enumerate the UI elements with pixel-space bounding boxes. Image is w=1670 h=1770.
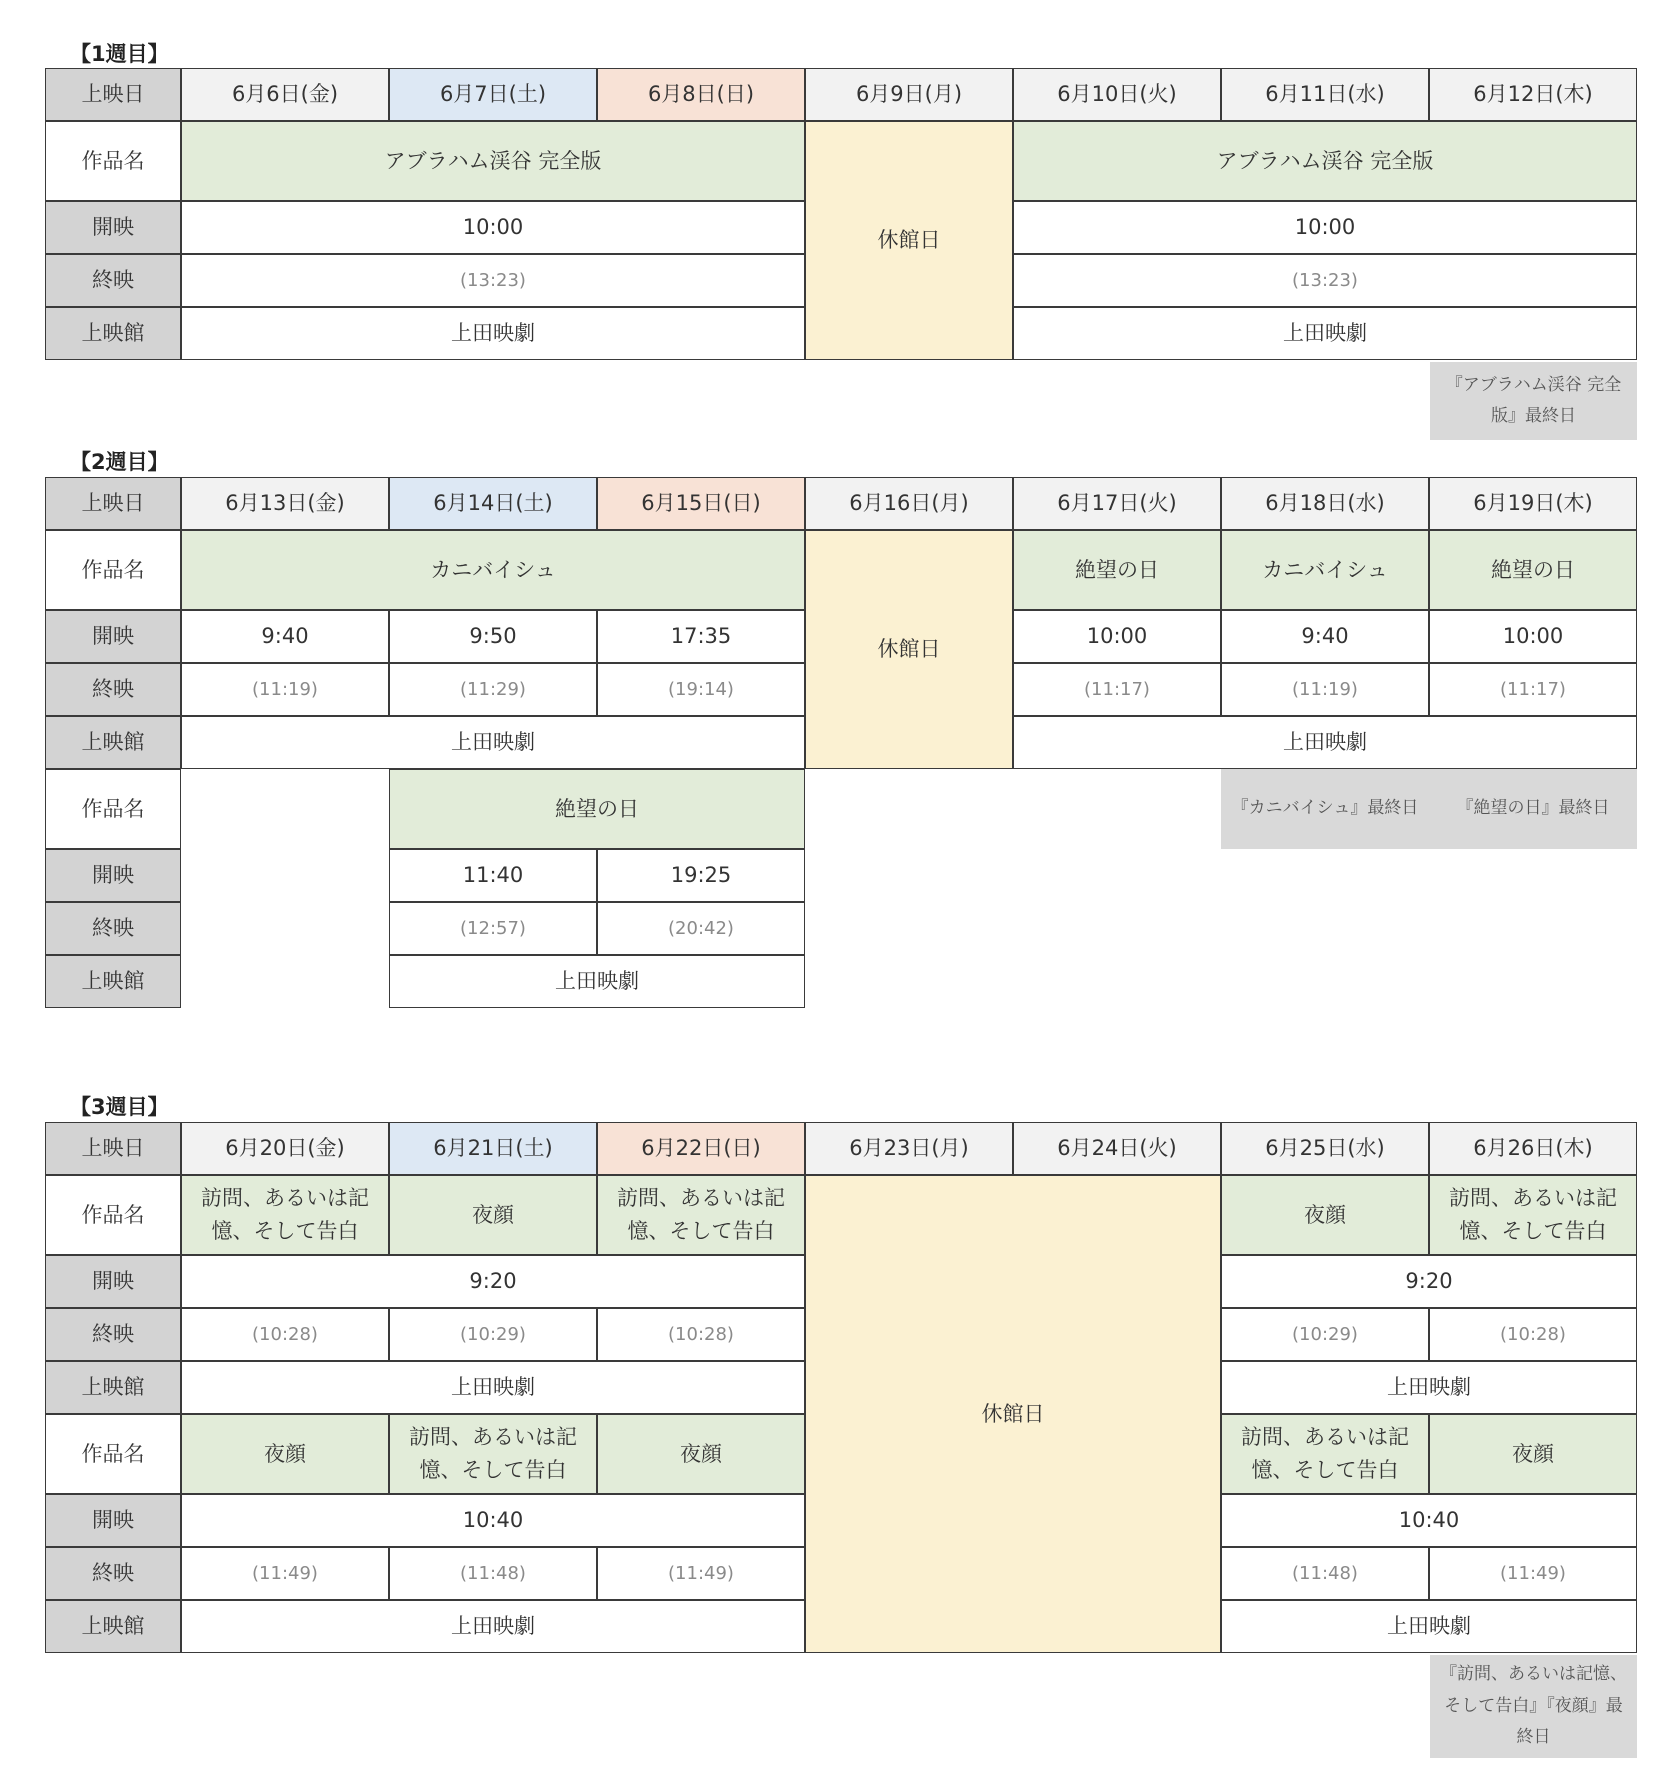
start-time-cell: 9:40 <box>1221 610 1429 663</box>
end-time-cell: (11:49) <box>1429 1547 1637 1600</box>
film-title-cell: 絶望の日 <box>1013 530 1221 610</box>
row-label-start: 開映 <box>45 849 181 902</box>
row-label-end: 終映 <box>45 1308 181 1361</box>
film-title-cell: 訪問、あるいは記憶、そして告白 <box>597 1175 805 1255</box>
venue-cell: 上田映劇 <box>181 307 805 360</box>
date-header: 6月16日(月) <box>805 477 1013 530</box>
closed-day-cell: 休館日 <box>805 121 1013 360</box>
row-label-film: 作品名 <box>45 1414 181 1494</box>
venue-cell: 上田映劇 <box>1221 1361 1637 1414</box>
film-title-cell: 訪問、あるいは記憶、そして告白 <box>181 1175 389 1255</box>
end-time-cell: (11:19) <box>181 663 389 716</box>
film-title-cell: 訪問、あるいは記憶、そして告白 <box>1221 1414 1429 1494</box>
start-time-cell: 9:40 <box>181 610 389 663</box>
row-label-start: 開映 <box>45 1255 181 1308</box>
row-label-venue: 上映館 <box>45 1361 181 1414</box>
film-title-cell: 夜顔 <box>1429 1414 1637 1494</box>
start-time-cell: 10:00 <box>1013 610 1221 663</box>
film-title-cell: 訪問、あるいは記憶、そして告白 <box>389 1414 597 1494</box>
start-time-cell: 19:25 <box>597 849 805 902</box>
date-header: 6月11日(水) <box>1221 68 1429 121</box>
end-time-cell: (10:29) <box>389 1308 597 1361</box>
film-title-cell: カニバイシュ <box>181 530 805 610</box>
film-title-cell: 絶望の日 <box>1429 530 1637 610</box>
row-label-venue: 上映館 <box>45 1600 181 1653</box>
end-time-cell: (11:17) <box>1013 663 1221 716</box>
venue-cell: 上田映劇 <box>389 955 805 1008</box>
row-label-end: 終映 <box>45 663 181 716</box>
end-time-cell: (11:29) <box>389 663 597 716</box>
end-time-cell: (11:17) <box>1429 663 1637 716</box>
date-header: 6月10日(火) <box>1013 68 1221 121</box>
end-time-cell: (10:28) <box>597 1308 805 1361</box>
row-label-film: 作品名 <box>45 121 181 201</box>
end-time-cell: (20:42) <box>597 902 805 955</box>
date-header: 6月9日(月) <box>805 68 1013 121</box>
row-label-start: 開映 <box>45 1494 181 1547</box>
row-label-end: 終映 <box>45 902 181 955</box>
film-title-cell: 夜顔 <box>597 1414 805 1494</box>
end-time-cell: (11:49) <box>597 1547 805 1600</box>
end-time-cell: (10:28) <box>181 1308 389 1361</box>
row-label-film: 作品名 <box>45 530 181 610</box>
start-time-cell: 9:50 <box>389 610 597 663</box>
closed-day-cell: 休館日 <box>805 1175 1221 1653</box>
date-header: 6月13日(金) <box>181 477 389 530</box>
end-time-cell: (13:23) <box>1013 254 1637 307</box>
closed-day-cell: 休館日 <box>805 530 1013 769</box>
last-day-note: 『絶望の日』最終日 <box>1429 769 1637 849</box>
week3-title: 【3週目】 <box>70 1095 169 1119</box>
film-title-cell: 夜顔 <box>181 1414 389 1494</box>
date-header: 6月20日(金) <box>181 1122 389 1175</box>
venue-cell: 上田映劇 <box>181 1361 805 1414</box>
end-time-cell: (19:14) <box>597 663 805 716</box>
end-time-cell: (12:57) <box>389 902 597 955</box>
date-header-sunday: 6月8日(日) <box>597 68 805 121</box>
date-header: 6月17日(火) <box>1013 477 1221 530</box>
row-label-date: 上映日 <box>45 1122 181 1175</box>
date-header: 6月25日(水) <box>1221 1122 1429 1175</box>
last-day-note: 『訪問、あるいは記憶、そして告白』『夜顔』最終日 <box>1430 1655 1637 1758</box>
start-time-cell: 17:35 <box>597 610 805 663</box>
end-time-cell: (10:29) <box>1221 1308 1429 1361</box>
venue-cell: 上田映劇 <box>1013 716 1637 769</box>
date-header: 6月26日(木) <box>1429 1122 1637 1175</box>
date-header-saturday: 6月21日(土) <box>389 1122 597 1175</box>
row-label-date: 上映日 <box>45 477 181 530</box>
film-title-cell: 訪問、あるいは記憶、そして告白 <box>1429 1175 1637 1255</box>
start-time-cell: 10:40 <box>181 1494 805 1547</box>
film-title-cell: 絶望の日 <box>389 769 805 849</box>
date-header: 6月23日(月) <box>805 1122 1013 1175</box>
end-time-cell: (11:48) <box>389 1547 597 1600</box>
row-label-venue: 上映館 <box>45 955 181 1008</box>
row-label-start: 開映 <box>45 201 181 254</box>
end-time-cell: (11:49) <box>181 1547 389 1600</box>
date-header: 6月24日(火) <box>1013 1122 1221 1175</box>
start-time-cell: 9:20 <box>181 1255 805 1308</box>
venue-cell: 上田映劇 <box>1013 307 1637 360</box>
film-title-cell: アブラハム渓谷 完全版 <box>181 121 805 201</box>
start-time-cell: 10:00 <box>1429 610 1637 663</box>
start-time-cell: 9:20 <box>1221 1255 1637 1308</box>
film-title-cell: 夜顔 <box>1221 1175 1429 1255</box>
row-label-film: 作品名 <box>45 769 181 849</box>
last-day-note: 『アブラハム渓谷 完全版』最終日 <box>1430 362 1637 440</box>
date-header-sunday: 6月22日(日) <box>597 1122 805 1175</box>
end-time-cell: (11:19) <box>1221 663 1429 716</box>
week2-title: 【2週目】 <box>70 450 169 474</box>
venue-cell: 上田映劇 <box>181 1600 805 1653</box>
start-time-cell: 11:40 <box>389 849 597 902</box>
date-header-saturday: 6月7日(土) <box>389 68 597 121</box>
date-header-saturday: 6月14日(土) <box>389 477 597 530</box>
row-label-venue: 上映館 <box>45 307 181 360</box>
film-title-cell: アブラハム渓谷 完全版 <box>1013 121 1637 201</box>
start-time-cell: 10:00 <box>1013 201 1637 254</box>
row-label-end: 終映 <box>45 1547 181 1600</box>
row-label-date: 上映日 <box>45 68 181 121</box>
row-label-end: 終映 <box>45 254 181 307</box>
date-header: 6月6日(金) <box>181 68 389 121</box>
end-time-cell: (11:48) <box>1221 1547 1429 1600</box>
film-title-cell: カニバイシュ <box>1221 530 1429 610</box>
end-time-cell: (10:28) <box>1429 1308 1637 1361</box>
row-label-film: 作品名 <box>45 1175 181 1255</box>
start-time-cell: 10:40 <box>1221 1494 1637 1547</box>
date-header-sunday: 6月15日(日) <box>597 477 805 530</box>
venue-cell: 上田映劇 <box>181 716 805 769</box>
row-label-start: 開映 <box>45 610 181 663</box>
venue-cell: 上田映劇 <box>1221 1600 1637 1653</box>
date-header: 6月12日(木) <box>1429 68 1637 121</box>
row-label-venue: 上映館 <box>45 716 181 769</box>
date-header: 6月19日(木) <box>1429 477 1637 530</box>
week1-title: 【1週目】 <box>70 42 169 66</box>
date-header: 6月18日(水) <box>1221 477 1429 530</box>
film-title-cell: 夜顔 <box>389 1175 597 1255</box>
last-day-note: 『カニバイシュ』最終日 <box>1221 769 1429 849</box>
start-time-cell: 10:00 <box>181 201 805 254</box>
end-time-cell: (13:23) <box>181 254 805 307</box>
